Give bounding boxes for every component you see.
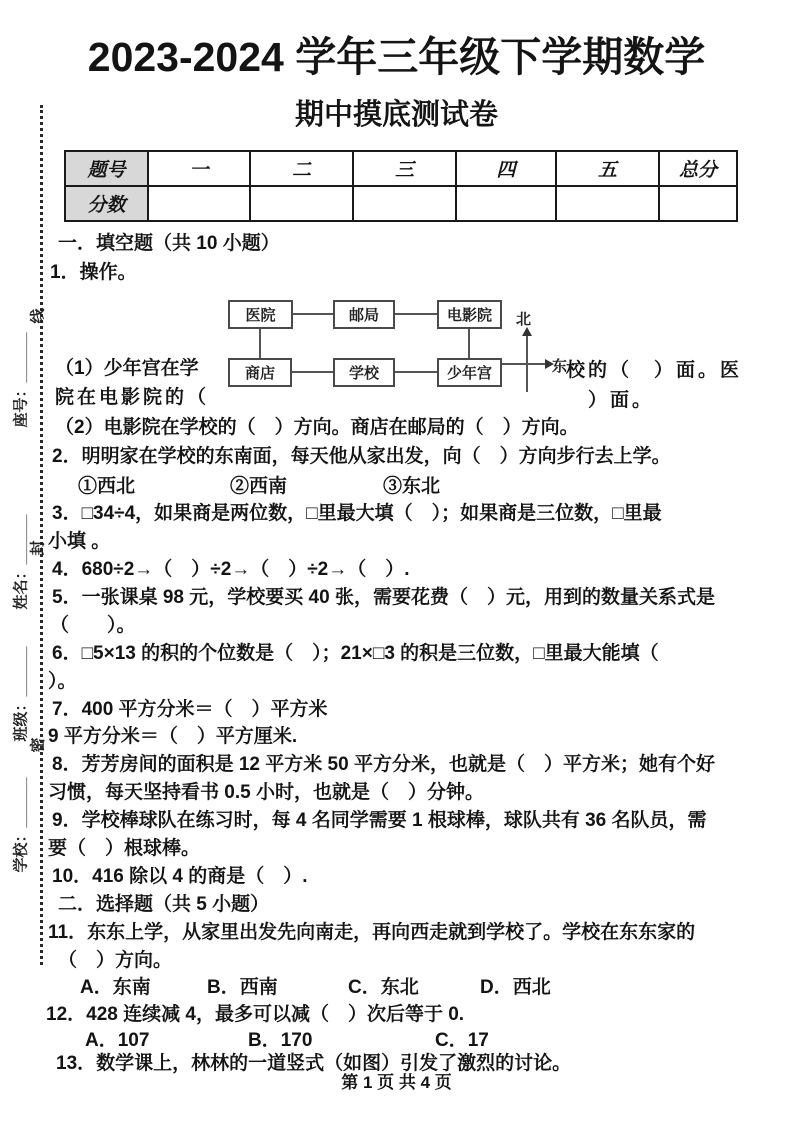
question-5-line2: （ ）。	[50, 615, 136, 636]
question-5-line1: 5．一张课桌 98 元，学校要买 40 张，需要花费（ ）元，用到的数量关系式是	[52, 587, 715, 608]
diagram-connector	[395, 371, 437, 373]
question-10: 10．416 除以 4 的商是（ ）.	[52, 866, 308, 887]
q1-sub1-right2: ）面。	[588, 390, 655, 411]
q2-option-3: ③东北	[383, 476, 441, 497]
question-1: 1．操作。	[50, 262, 137, 283]
question-11-line2: （ ）方向。	[58, 950, 173, 971]
question-12: 12．428 连续减 4，最多可以减（ ）次后等于 0.	[46, 1004, 465, 1025]
compass-north-label: 北	[516, 311, 532, 328]
q2-option-2: ②西南	[230, 476, 288, 497]
question-6-line2: ）。	[48, 671, 77, 692]
score-cell-empty	[250, 186, 353, 221]
q12-option-a: A．107	[85, 1030, 150, 1051]
score-cell-empty	[659, 186, 737, 221]
q1-sub1-right: 校的（ ）面。医	[566, 360, 743, 381]
section-2-heading: 二．选择题（共 5 小题）	[58, 894, 270, 915]
diagram-box-post-office: 邮局	[333, 300, 395, 329]
diagram-box-youth-palace: 少年宫	[437, 358, 502, 387]
score-header-cell: 一	[148, 151, 250, 186]
question-9-line2: 要（ ）根球棒。	[48, 838, 201, 859]
question-7-line1: 7．400 平方分米＝（ ）平方米	[52, 699, 328, 720]
diagram-box-cinema: 电影院	[437, 300, 502, 329]
map-diagram	[228, 300, 578, 400]
q1-sub1-left: （1）少年宫在学	[55, 358, 199, 379]
section-1-heading: 一．填空题（共 10 小题）	[58, 233, 280, 254]
diagram-connector	[468, 329, 470, 358]
diagram-connector	[292, 371, 333, 373]
score-cell-empty	[148, 186, 250, 221]
score-cell-empty	[456, 186, 556, 221]
question-3-line2: 小填 。	[48, 531, 111, 552]
score-header-cell: 二	[250, 151, 353, 186]
score-cell-empty	[353, 186, 456, 221]
q11-option-d: D．西北	[480, 977, 551, 998]
binding-dotted-line	[40, 105, 43, 965]
score-header-cell: 五	[556, 151, 659, 186]
q11-option-b: B．西南	[207, 977, 278, 998]
question-4: 4．680÷2→（ ）÷2→（ ）÷2→（ ）.	[52, 559, 410, 580]
score-header-cell: 题号	[65, 151, 148, 186]
compass-east-axis	[502, 363, 546, 365]
diagram-connector	[395, 313, 437, 315]
q1-sub2: （2）电影院在学校的（ ）方向。商店在邮局的（ ）方向。	[55, 417, 579, 438]
score-table-header-row	[65, 151, 737, 186]
score-table-score-row	[65, 186, 737, 221]
page-subtitle: 期中摸底测试卷	[294, 99, 498, 131]
question-7-line2: 9 平方分米＝（ ）平方厘米.	[48, 726, 298, 747]
exam-page: 2023-2024 学年三年级下学期数学 期中摸底测试卷 座号：______ 姓名：______ 班级：______ 学校：______ 线 封 密 题号 一 二 三 四 五 总分 分数 一．填空题（共 10 小题） 1．操作。 医院 邮局 电影院 商店 学校 少年宫 北 东 （1）少年宫在学 校的（ ）面。医 院在电影院的（ ）面。 （2）电影院在学校的（ ）方向。商店在邮局的（ ）方向。 2．明明家在学校的东南面，每天他从家出发，向（ ）方向步行去上学。 ①西北 ②西南 ③东北 3．□34÷4，如果商是两位数，□里最大填（ ）；如果商是三位数，□里最 小填 。 4．680÷2→（ ）÷2→（ ）÷2→（ ）. 5．一张课桌 98 元，学校要买 40 张，需要花费（ ）元，用到的数量关系式是 （ ）。 6．□5×13 的积的个位数是（ ）；21×□3 的积是三位数，□里最大能填（ ）。 7．400 平方分米＝（ ）平方米 9 平方分米＝（ ）平方厘米. 8．芳芳房间的面积是 12 平方米 50 平方分米，也就是（ ）平方米；她有个好 习惯，每天坚持看书 0.5 小时，也就是（ ）分钟。 9．学校棒球队在练习时，每 4 名同学需要 1 根球棒，球队共有 36 名队员，需 要（ ）根球棒。 10．416 除以 4 的商是（ ）. 二．选择题（共 5 小题） 11．东东上学，从家里出发先向南走，再向西走就到学校了。学校在东东家的 （ ）方向。 A．东南 B．西南 C．东北 D．西北 12．428 连续减 4，最多可以减（ ）次后等于 0. A．107 B．170 C．17 13．数学课上，林林的一道竖式（如图）引发了激烈的讨论。 第 1 页 共 4 页	[0, 0, 793, 1122]
question-6-line1: 6．□5×13 的积的个位数是（ ）；21×□3 的积是三位数，□里最大能填（	[52, 643, 659, 664]
diagram-box-hospital: 医院	[228, 300, 293, 329]
q11-option-c: C．东北	[348, 977, 419, 998]
question-8-line2: 习惯，每天坚持看书 0.5 小时，也就是（ ）分钟。	[48, 782, 484, 803]
q11-option-a: A．东南	[80, 977, 151, 998]
page-number-footer: 第 1 页 共 4 页	[341, 1073, 452, 1092]
score-header-cell: 四	[456, 151, 556, 186]
page-title: 2023-2024 学年三年级下学期数学	[87, 34, 706, 80]
score-header-cell: 总分	[659, 151, 737, 186]
diagram-box-shop: 商店	[228, 358, 292, 387]
compass-east-label: 东	[552, 358, 568, 375]
question-3-line1: 3．□34÷4，如果商是两位数，□里最大填（ ）；如果商是三位数，□里最	[52, 503, 662, 524]
question-13: 13．数学课上，林林的一道竖式（如图）引发了激烈的讨论。	[56, 1053, 572, 1074]
q2-option-1: ①西北	[78, 476, 136, 497]
diagram-connector	[293, 313, 333, 315]
question-8-line1: 8．芳芳房间的面积是 12 平方米 50 平方分米，也就是（ ）平方米；她有个好	[52, 754, 715, 775]
diagram-box-school: 学校	[333, 358, 395, 387]
q1-sub1-left2: 院在电影院的（	[55, 387, 210, 408]
score-cell-empty	[556, 186, 659, 221]
score-table	[64, 150, 738, 222]
diagram-connector	[259, 329, 261, 358]
score-header-cell: 三	[353, 151, 456, 186]
question-2: 2．明明家在学校的东南面，每天他从家出发，向（ ）方向步行去上学。	[52, 446, 671, 467]
question-11-line1: 11．东东上学，从家里出发先向南走，再向西走就到学校了。学校在东东家的	[48, 922, 696, 943]
q12-option-c: C．17	[435, 1030, 489, 1051]
score-row-label: 分数	[65, 186, 148, 221]
question-9-line1: 9．学校棒球队在练习时，每 4 名同学需要 1 根球棒，球队共有 36 名队员，需	[52, 810, 707, 831]
q12-option-b: B．170	[248, 1030, 313, 1051]
